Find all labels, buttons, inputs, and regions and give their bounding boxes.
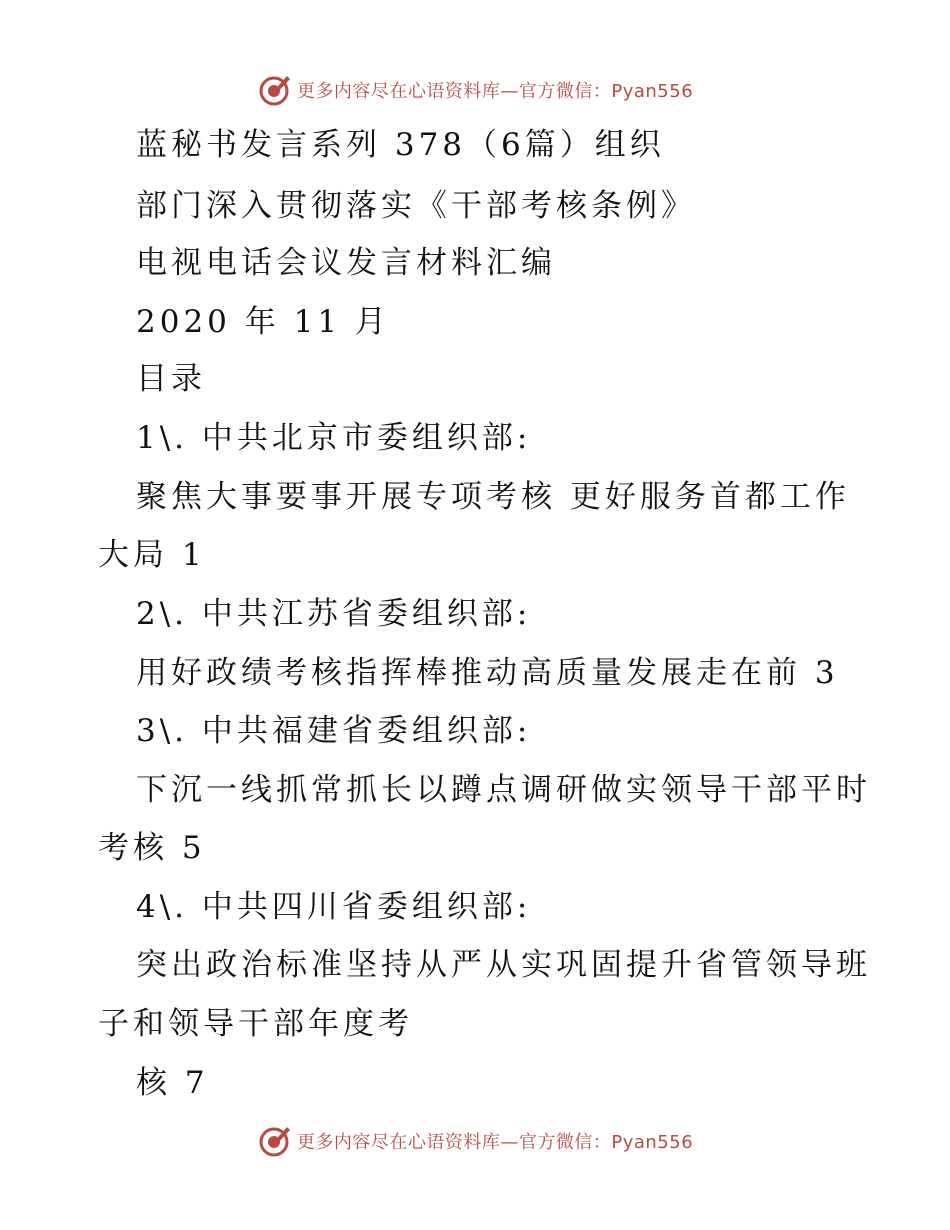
toc-entry-3-title-cont: 考核 5	[98, 830, 206, 866]
toc-entry-4-org: 4\. 中共四川省委组织部:	[136, 889, 532, 925]
doc-date: 2020 年 11 月	[136, 304, 390, 340]
toc-entry-3-title: 下沉一线抓常抓长以蹲点调研做实领导干部平时	[136, 772, 871, 808]
toc-heading: 目录	[136, 361, 206, 397]
header-watermark	[0, 70, 950, 110]
doc-title-line-3: 电视电话会议发言材料汇编	[136, 245, 556, 281]
toc-entry-4-title-cont: 子和领导干部年度考	[98, 1006, 413, 1042]
red-quill-seal-icon	[257, 72, 293, 108]
watermark-text: 更多内容尽在心语资料库—官方微信：Pyan556	[296, 1132, 694, 1153]
doc-title-line-1: 蓝秘书发言系列 378（6篇）组织	[136, 127, 665, 163]
toc-entry-2-org: 2\. 中共江苏省委组织部:	[136, 596, 532, 632]
toc-entry-4-title: 突出政治标准坚持从严从实巩固提升省管领导班	[136, 947, 871, 983]
toc-entry-3-org: 3\. 中共福建省委组织部:	[136, 713, 532, 749]
toc-entry-1-title: 聚焦大事要事开展专项考核 更好服务首都工作	[136, 479, 850, 515]
toc-entry-1-title-cont: 大局 1	[98, 537, 206, 573]
footer-watermark	[0, 1121, 950, 1161]
toc-entry-1-org: 1\. 中共北京市委组织部:	[136, 420, 532, 456]
toc-entry-2-title: 用好政绩考核指挥棒推动高质量发展走在前 3	[136, 655, 839, 691]
doc-title-line-2: 部门深入贯彻落实《干部考核条例》	[136, 188, 696, 224]
red-quill-seal-icon	[257, 1123, 293, 1159]
toc-entry-4-title-end: 核 7	[136, 1065, 209, 1101]
watermark-text: 更多内容尽在心语资料库—官方微信：Pyan556	[296, 81, 694, 102]
